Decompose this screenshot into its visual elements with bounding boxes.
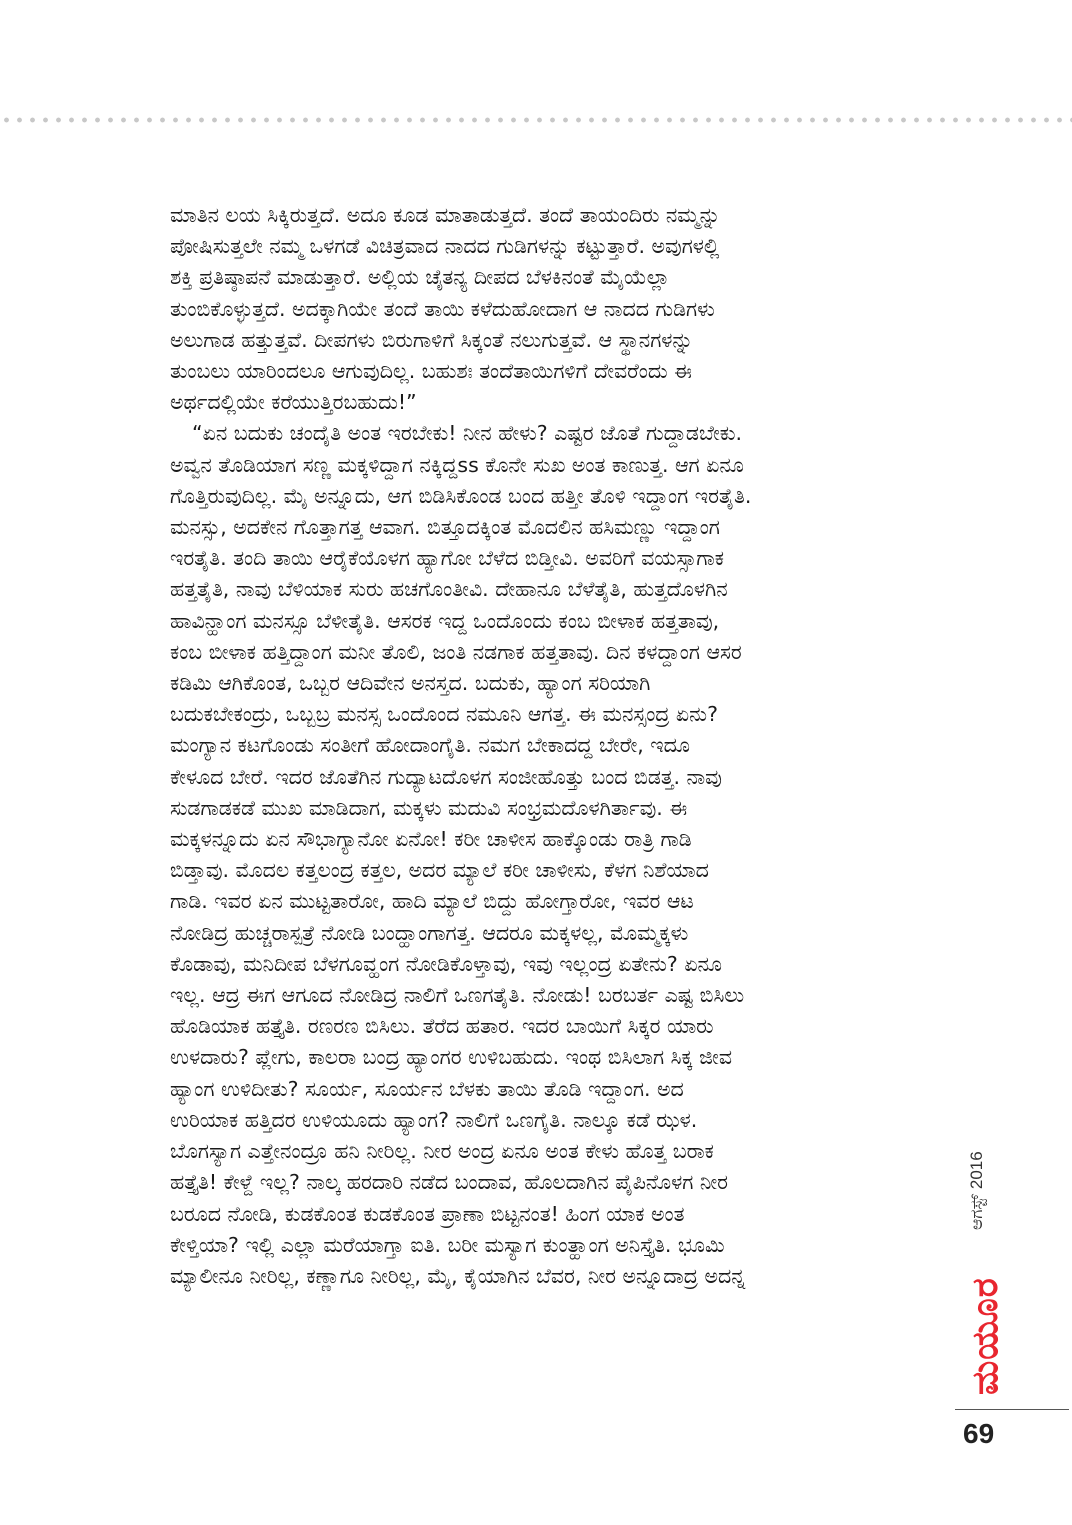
body-line: ಮನಸ್ಸು, ಅದಕೇನ ಗೊತ್ತಾಗತ್ತ ಆವಾಗ. ಬಿತ್ತೂದಕ್ಕಿಂತ ಮೊದಲಿನ ಹಸಿಮಣ್ಣು ಇದ್ದಾಂಗ (170, 515, 720, 540)
body-line: ಕೇಳೂದ ಬೇರೆ. ಇದರ ಜೊತೆಗಿನ ಗುದ್ಯಾಟದೊಳಗ ಸಂಜೀಹೊತ್ತು ಬಂದ ಬಿಡತ್ತ. ನಾವು (170, 764, 722, 789)
body-line: ಮಕ್ಕಳನ್ನೂದು ಏನ ಸೌಭಾಗ್ಯಾನೋ ಏನೋ! ಕರೀ ಚಾಳೀಸ ಹಾಕ್ಕೊಂಡು ರಾತ್ರಿ ಗಾಡಿ (170, 827, 692, 852)
body-line: ಮಾತಿನ ಲಯ ಸಿಕ್ಕಿರುತ್ತದೆ. ಅದೂ ಕೂಡ ಮಾತಾಡುತ್ತದೆ. ತಂದೆ ತಾಯಂದಿರು ನಮ್ಮನ್ನು (170, 203, 721, 227)
body-line: ಹತ್ತತೈತಿ, ನಾವು ಬೆಳಿಯಾಕ ಸುರು ಹಚಗೊಂತೀವಿ. ದೇಹಾನೂ ಬೆಳೆತೈತಿ, ಹುತ್ತದೊಳಗಿನ (170, 577, 728, 602)
body-line: ನೋಡಿದ್ರ ಹುಚ್ಚರಾಸ್ಪತ್ರೆ ನೋಡಿ ಬಂದ್ಹಾಂಗಾಗತ್ತ. ಆದರೂ ಮಕ್ಕಳಲ್ಲ, ಮೊಮ್ಮಕ್ಕಳು (170, 920, 689, 945)
body-line: ಉರಿಯಾಕ ಹತ್ತಿದರ ಉಳಿಯೂದು ಹ್ಯಾಂಗ? ನಾಲಿಗೆ ಒಣಗೈತಿ. ನಾಲ್ಕೂ ಕಡೆ ಝಳ. (170, 1107, 698, 1132)
body-line: ಅಲುಗಾಡ ಹತ್ತುತ್ತವೆ. ದೀಪಗಳು ಬಿರುಗಾಳಿಗೆ ಸಿಕ್ಕಂತೆ ನಲುಗುತ್ತವೆ. ಆ ಸ್ಥಾನಗಳನ್ನು (170, 327, 694, 352)
body-line: ಹತ್ತೈತಿ! ಕೇಳ್ದೆ ಇಲ್ಲ? ನಾಲ್ಕ ಹರದಾರಿ ನಡೆದ ಬಂದಾವ, ಹೊಲದಾಗಿನ ಪೈಪಿನೊಳಗ ನೀರ (170, 1170, 729, 1195)
body-line: ಸುಡಗಾಡಕಡೆ ಮುಖ ಮಾಡಿದಾಗ, ಮಕ್ಕಳು ಮದುವಿ ಸಂಭ್ರಮದೊಳಗಿರ್ತಾವು. ಈ (170, 795, 688, 820)
body-line: ಬಿಡ್ತಾವು. ಮೊದಲ ಕತ್ತಲಂದ್ರ ಕತ್ತಲ, ಅದರ ಮ್ಯಾಲೆ ಕರೀ ಚಾಳೀಸು, ಕೆಳಗ ನಿಶೆಯಾದ (170, 858, 709, 883)
body-line: ಗೊತ್ತಿರುವುದಿಲ್ಲ. ಮೈ ಅನ್ನೂದು, ಆಗ ಬಿಡಿಸಿಕೊಂಡ ಬಂದ ಹತ್ತೀ ತೊಳಿ ಇದ್ದಾಂಗ ಇರತೈತಿ. (170, 483, 752, 508)
body-line: ಪೋಷಿಸುತ್ತಲೇ ನಮ್ಮ ಒಳಗಡೆ ವಿಚಿತ್ರವಾದ ನಾದದ ಗುಡಿಗಳನ್ನು ಕಟ್ಟುತ್ತಾರೆ. ಅವುಗಳಲ್ಲಿ (170, 234, 720, 259)
magazine-masthead: ಮಯೂರ (965, 1277, 1006, 1395)
body-line: ಬದುಕಬೇಕಂದ್ರು, ಒಬ್ಬಬ್ರ ಮನಸ್ಸ ಒಂದೊಂದ ನಮೂನಿ ಆಗತ್ತ. ಈ ಮನಸ್ಸಂದ್ರ ಏನು? (170, 702, 718, 727)
body-line: “ಏನ ಬದುಕು ಚಂದೈತಿ ಅಂತ ಇರಬೇಕು! ನೀನ ಹೇಳು? ಎಷ್ಟರ ಜೊತೆ ಗುದ್ದಾಡಬೇಕು. (192, 421, 742, 446)
body-line: ಅವ್ವನ ತೊಡಿಯಾಗ ಸಣ್ಣ ಮಕ್ಕಳಿದ್ದಾಗ ನಕ್ಕಿದ್ದss ಕೊನೇ ಸುಖ ಅಂತ ಕಾಣುತ್ತ. ಆಗ ಏನೂ (170, 452, 744, 477)
body-line: ಬೊಗಸ್ಯಾಗ ಎತ್ತೇನಂದ್ರೂ ಹನಿ ನೀರಿಲ್ಲ. ನೀರ ಅಂದ್ರ ಏನೂ ಅಂತ ಕೇಳು ಹೊತ್ತ ಬರಾಕ (170, 1139, 714, 1164)
body-line: ಹಾವಿನ್ಹಾಂಗ ಮನಸ್ಸೂ ಬೆಳೀತೈತಿ. ಆಸರಕ ಇದ್ದ ಒಂದೊಂದು ಕಂಬ ಬೀಳಾಕ ಹತ್ತತಾವು, (170, 608, 720, 633)
page-number-rule (955, 1409, 1069, 1410)
body-line: ಇರತೈತಿ. ತಂದಿ ತಾಯಿ ಆರೈಕೆಯೊಳಗ ಹ್ಯಾಗೋ ಬೆಳೆದ ಬಿಡ್ತೀವಿ. ಅವರಿಗೆ ವಯಸ್ಸಾಗಾಕ (170, 546, 724, 571)
body-line: ತುಂಬಿಕೊಳ್ಳುತ್ತದೆ. ಅದಕ್ಕಾಗಿಯೇ ತಂದೆ ತಾಯಿ ಕಳೆದುಹೋದಾಗ ಆ ನಾದದ ಗುಡಿಗಳು (170, 296, 715, 321)
body-line: ಕಂಬ ಬೀಳಾಕ ಹತ್ತಿದ್ದಾಂಗ ಮನೀ ತೊಲಿ, ಜಂತಿ ನಡಗಾಕ ಹತ್ತತಾವು. ದಿನ ಕಳದ್ದಾಂಗ ಆಸರ (170, 639, 742, 664)
body-line: ಕೊಡಾವು, ಮನಿದೀಪ ಬೆಳಗೂವ್ಹಂಗ ನೋಡಿಕೊಳ್ತಾವು, ಇವು ಇಲ್ಲಂದ್ರ ಏತೇನು? ಏನೂ (170, 951, 723, 976)
issue-date: ಆಗಸ್ಟ್ 2016 (967, 1151, 986, 1230)
page-number: 69 (963, 1418, 995, 1449)
body-line: ಮ್ಯಾಲೀನೂ ನೀರಿಲ್ಲ, ಕಣ್ಣಾಗೂ ನೀರಿಲ್ಲ, ಮೈ, ಕೈಯಾಗಿನ ಬೆವರ, ನೀರ ಅನ್ನೂದಾದ್ರ ಅದನ್ನ (170, 1263, 746, 1288)
body-line: ಶಕ್ತಿ ಪ್ರತಿಷ್ಠಾಪನೆ ಮಾಡುತ್ತಾರೆ. ಅಲ್ಲಿಯ ಚೈತನ್ಯ ದೀಪದ ಬೆಳಕಿನಂತೆ ಮೈಯೆಲ್ಲಾ (170, 265, 670, 290)
article-body (170, 200, 912, 1292)
body-line: ಹ್ಯಾಂಗ ಉಳಿದೀತು? ಸೂರ್ಯ, ಸೂರ್ಯನ ಬೆಳಕು ತಾಯಿ ತೊಡಿ ಇದ್ದಾಂಗ. ಅದ (170, 1076, 684, 1101)
body-line: ತುಂಬಲು ಯಾರಿಂದಲೂ ಆಗುವುದಿಲ್ಲ. ಬಹುಶಃ ತಂದೆತಾಯಿಗಳಿಗೆ ದೇವರೆಂದು ಈ (170, 359, 692, 384)
body-line: ಮಂಗ್ಯಾನ ಕಟಗೊಂಡು ಸಂತೀಗೆ ಹೋದಾಂಗೈತಿ. ನಮಗ ಬೇಕಾದದ್ದ ಬೇರೇ, ಇದೂ (170, 733, 690, 758)
body-line: ಇಲ್ಲ. ಆದ್ರ ಈಗ ಆಗೂದ ನೋಡಿದ್ರ ನಾಲಿಗೆ ಒಣಗತೈತಿ. ನೋಡು! ಬರಬರ್ತ ಎಷ್ಟ ಬಿಸಿಲು (170, 983, 745, 1008)
body-line: ಅರ್ಥದಲ್ಲಿಯೇ ಕರೆಯುತ್ತಿರಬಹುದು!” (170, 390, 417, 415)
dotted-divider (0, 116, 1072, 124)
body-line: ಹೊಡಿಯಾಕ ಹತ್ತೈತಿ. ರಣರಣ ಬಿಸಿಲು. ತೆರೆದ ಹತಾರ. ಇದರ ಬಾಯಿಗೆ ಸಿಕ್ಕರ ಯಾರು (170, 1014, 714, 1039)
body-line: ಕಡಿಮಿ ಆಗಿಕೊಂತ, ಒಬ್ಬರ ಆದಿವೇನ ಅನಸ್ತದ. ಬದುಕು, ಹ್ಯಾಂಗ ಸರಿಯಾಗಿ (170, 671, 651, 696)
body-line: ಕೇಳ್ತಿಯಾ? ಇಲ್ಲಿ ಎಲ್ಲಾ ಮರೆಯಾಗ್ತಾ ಐತಿ. ಬರೀ ಮಸ್ಯಾಗ ಕುಂತ್ಹಾಂಗ ಅನಿಸ್ತೈತಿ. ಭೂಮಿ (170, 1232, 725, 1257)
body-line: ಗಾಡಿ. ಇವರ ಏನ ಮುಟ್ಟತಾರೋ, ಹಾದಿ ಮ್ಯಾಲೆ ಬಿದ್ದು ಹೋಗ್ತಾರೋ, ಇವರ ಆಟ (170, 889, 694, 914)
body-line: ಉಳದಾರು? ಪ್ಲೇಗು, ಕಾಲರಾ ಬಂದ್ರ ಹ್ಯಾಂಗರ ಉಳಿಬಹುದು. ಇಂಥ ಬಿಸಿಲಾಗ ಸಿಕ್ಕ ಜೀವ (170, 1045, 732, 1070)
body-line: ಬರೂದ ನೋಡಿ, ಕುಡಕೊಂತ ಕುಡಕೊಂತ ಪ್ರಾಣಾ ಬಿಟ್ಟನಂತ! ಹಿಂಗ ಯಾಕ ಅಂತ (170, 1201, 685, 1226)
